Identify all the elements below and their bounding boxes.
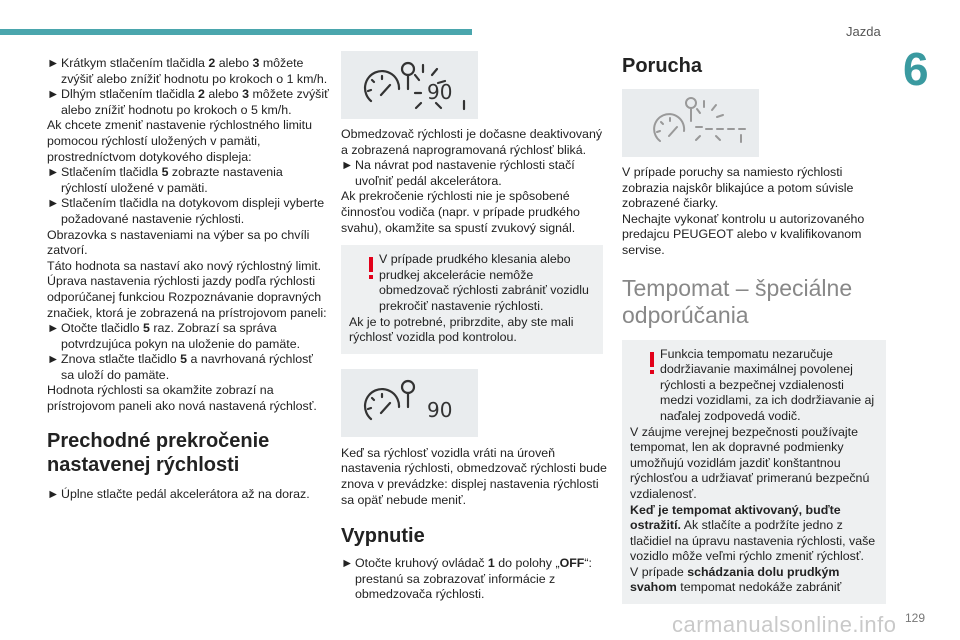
warning-text: Ak je to potrebné, pribrzdite, aby ste mali rýchlosť vozidla pod kontrolou.: [349, 314, 574, 345]
bullet-memory: ► Stlačením tlačidla 5 zobrazte nastavenia rýchlostí uložené v pamäti.: [47, 165, 283, 195]
bullet-arrow-icon: ►: [341, 556, 354, 571]
speedometer-flashing-icon: [341, 51, 478, 119]
warning-box-descent: [341, 245, 603, 354]
warning-exclamation-icon: [649, 352, 655, 374]
bullet-arrow-icon: ►: [47, 165, 60, 180]
heading-overspeed: Prechodné prekročenie nastavenej rýchlosti: [47, 429, 270, 476]
paragraph: Ak prekročenie rýchlosti nie je spôsobené činnosťou vodiča (napr. v prípade prudkého svahu), okamžite sa spustí zvukový signál.: [341, 189, 580, 235]
bullet-press-again: ► Znova stlačte tlačidlo 5 a navrhovaná rýchlosť sa uloží do pamäte.: [47, 352, 313, 382]
column-right: [622, 54, 890, 604]
warning-text: V prípade schádzania dolu prudkým svahom tempomat nedokáže zabrániť: [630, 564, 842, 595]
warning-exclamation-icon: [368, 257, 374, 279]
warning-text: V prípade prudkého klesania alebo prudkej akcelerácie nemôže obmedzovač rýchlosti zabrániť vozidlu prekročiť nastavenie rýchlosti.: [379, 252, 589, 313]
page-number: 129: [905, 611, 926, 625]
bullet-arrow-icon: ►: [47, 56, 60, 70]
column-left: [47, 56, 329, 502]
bullet-arrow-icon: ►: [47, 486, 60, 501]
speed-value: 90: [427, 80, 453, 104]
paragraph: Obrazovka s nastaveniami na výber sa po chvíli zatvorí.: [47, 227, 310, 258]
bullet-long-press: ► Dlhým stlačením tlačidla 2 alebo 3 môžete zvýšiť alebo znížiť hodnotu po krokoch o 5 km/h.: [47, 87, 329, 117]
paragraph: V prípade poruchy sa namiesto rýchlosti zobrazia najskôr blikajúce a potom súvisle zobrazené čiarky.: [622, 165, 854, 211]
heading-fault: Porucha: [622, 55, 703, 77]
paragraph: Táto hodnota sa nastaví ako nový rýchlostný limit.: [47, 258, 322, 273]
bullet-release-pedal: ► Na návrat pod nastavenie rýchlosti stačí uvoľniť pedál akcelerátora.: [341, 158, 575, 188]
column-middle: [341, 51, 607, 603]
speedometer-fault-icon: [622, 89, 759, 157]
bullet-short-press: ► Krátkym stlačením tlačidla 2 alebo 3 môžete zvýšiť alebo znížiť hodnotu po krokoch o 1 km/h.: [47, 56, 328, 86]
bullet-turn-off: ► Otočte kruhový ovládač 1 do polohy „OFF“: prestanú sa zobrazovať informácie z obmedzovača rýchlosti.: [341, 556, 592, 602]
paragraph: Hodnota rýchlosti sa okamžite zobrazí na prístrojovom paneli ako nová nastavená rýchlosť.: [47, 383, 317, 414]
paragraph: Obmedzovač rýchlosti je dočasne deaktivovaný a zobrazená naprogramovaná rýchlosť bliká.: [341, 127, 603, 157]
chapter-number: 6: [903, 43, 929, 95]
bullet-arrow-icon: ►: [341, 158, 354, 173]
bullet-touchscreen: ► Stlačením tlačidla na dotykovom displeji vyberte požadované nastavenie rýchlosti.: [47, 196, 325, 226]
bullet-accelerator: ► Úplne stlačte pedál akcelerátora až na doraz.: [47, 486, 310, 501]
warning-text: Funkcia tempomatu nezaručuje dodržiavanie maximálnej povolenej rýchlosti a bezpečnej vzdialenosti medzi vozidlami, za ich dodržiavanie aj naďalej zodpovedá vodič.: [660, 346, 875, 423]
bullet-turn-button: ► Otočte tlačidlo 5 raz. Zobrazí sa správa potvrdzujúca pokyn na uloženie do pamäte.: [47, 321, 301, 351]
paragraph: Nechajte vykonať kontrolu u autorizovaného predajcu PEUGEOT alebo v kvalifikovanom servise.: [622, 211, 865, 257]
section-title: Jazda: [846, 24, 881, 39]
speedometer-icon: [341, 369, 478, 437]
speed-value: 90: [427, 397, 453, 422]
paragraph: Úprava nastavenia rýchlosti jazdy podľa rýchlosti odporúčanej funkciou Rozpoznávanie dopravných značiek, ktorá je zobrazená na prístrojovom paneli:: [47, 274, 327, 320]
heading-off: Vypnutie: [341, 525, 425, 548]
limiter-steady-display: [341, 369, 478, 437]
paragraph: Ak chcete zmeniť nastavenie rýchlostného limitu pomocou rýchlostí uložených v pamäti, prostredníctvom dotykového displeja:: [47, 118, 312, 164]
bullet-arrow-icon: ►: [47, 196, 60, 211]
warning-text: Keď je tempomat aktivovaný, buďte ostražití. Ak stlačíte a podržíte jedno z tlačidiel na úpravu nastavenia rýchlosti, vaše vozidlo môže veľmi rýchlo zmeniť rýchlosť.: [630, 502, 876, 564]
watermark: carmanualsonline.info: [672, 612, 897, 637]
warning-text: V záujme verejnej bezpečnosti používajte tempomat, len ak dopravné podmienky umožňujú vozidlám jazdiť konštantnou rýchlosťou a udržiavať primeranú bezpečnú vzdialenosť.: [630, 424, 870, 501]
fault-display: [622, 89, 759, 157]
bullet-arrow-icon: ►: [47, 352, 60, 367]
header-accent-bar: [0, 29, 472, 35]
paragraph: Keď sa rýchlosť vozidla vráti na úroveň nastavenia rýchlosti, obmedzovač rýchlosti bude znova v prevádzke: displej nastavenia rýchlosti sa opäť nebude meniť.: [341, 445, 607, 507]
heading-cruise: Tempomat – špeciálne odporúčania: [622, 274, 853, 328]
warning-box-cruise: [622, 340, 886, 605]
bullet-arrow-icon: ►: [47, 321, 60, 336]
bullet-arrow-icon: ►: [47, 87, 60, 102]
limiter-flashing-display: [341, 51, 478, 119]
